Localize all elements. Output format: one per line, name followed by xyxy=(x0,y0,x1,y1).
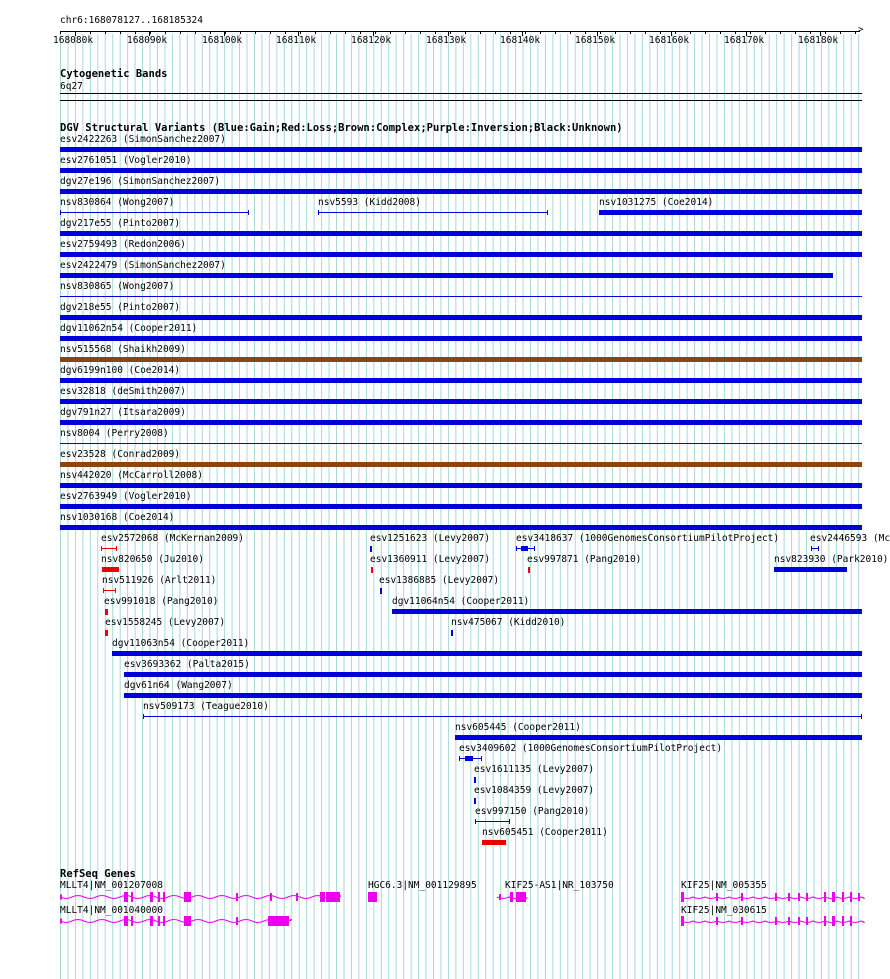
variant-end-tick[interactable] xyxy=(101,546,102,551)
gene-label[interactable]: KIF25-AS1|NR_103750 xyxy=(505,880,614,891)
ruler-minor-tick xyxy=(525,31,526,34)
gene-kif25-1[interactable] xyxy=(0,889,890,905)
variant-end-tick[interactable] xyxy=(818,546,819,551)
variant-bar[interactable] xyxy=(318,212,548,213)
variant-label[interactable]: esv1386885 (Levy2007) xyxy=(379,575,500,586)
ruler-minor-tick xyxy=(765,31,766,34)
variant-bar[interactable] xyxy=(60,483,862,488)
ruler-minor-tick xyxy=(375,31,376,34)
gene-exon xyxy=(850,892,852,902)
variant-label[interactable]: nsv605451 (Cooper2011) xyxy=(482,827,608,838)
variant-bar[interactable] xyxy=(370,546,372,552)
variant-label[interactable]: nsv830864 (Wong2007) xyxy=(60,197,175,208)
variant-bar[interactable] xyxy=(60,504,862,509)
gene-exon xyxy=(798,893,800,901)
gene-exon xyxy=(741,893,743,901)
gene-exon xyxy=(775,917,777,925)
variant-end-tick[interactable] xyxy=(143,714,144,719)
variant-label[interactable]: nsv1030168 (Coe2014) xyxy=(60,512,175,523)
variant-bar[interactable] xyxy=(101,548,117,549)
variant-bar[interactable] xyxy=(60,168,862,173)
ruler-minor-tick xyxy=(735,31,736,34)
ruler-tick-label: 168130k xyxy=(426,35,467,46)
variant-label[interactable]: nsv823930 (Park2010) xyxy=(774,554,889,565)
ruler-minor-tick xyxy=(360,31,361,34)
gene-exon xyxy=(858,893,860,901)
gene-exon xyxy=(832,892,835,902)
variant-bar[interactable] xyxy=(60,252,862,257)
variant-bar[interactable] xyxy=(482,840,506,845)
ruler-tick-label: 168160k xyxy=(649,35,690,46)
cytoband-top-line xyxy=(60,93,862,94)
variant-bar[interactable] xyxy=(60,462,862,467)
ruler-minor-tick xyxy=(135,31,136,34)
gene-label[interactable]: HGC6.3|NM_001129895 xyxy=(368,880,477,891)
variant-end-tick[interactable] xyxy=(60,210,61,215)
ruler-minor-tick xyxy=(60,31,61,34)
ruler-minor-tick xyxy=(105,31,106,34)
variant-bar[interactable] xyxy=(124,672,862,677)
cytoband-label[interactable]: 6q27 xyxy=(60,81,83,92)
gene-exon xyxy=(806,893,808,901)
variant-label[interactable]: esv997871 (Pang2010) xyxy=(527,554,642,565)
variant-label[interactable]: esv2763949 (Vogler2010) xyxy=(60,491,192,502)
variant-bar[interactable] xyxy=(60,231,862,236)
variant-label[interactable]: esv1251623 (Levy2007) xyxy=(370,533,491,544)
variant-label[interactable]: esv3418637 (1000GenomesConsortiumPilotProject) xyxy=(516,533,780,544)
ruler-minor-tick xyxy=(795,31,796,34)
variant-label[interactable]: esv1360911 (Levy2007) xyxy=(370,554,491,565)
ruler-minor-tick xyxy=(225,31,226,34)
ruler-minor-tick xyxy=(840,31,841,34)
variant-bar[interactable] xyxy=(475,821,510,822)
gene-exon xyxy=(798,917,800,925)
gene-exon xyxy=(850,916,852,926)
ruler-minor-tick xyxy=(330,31,331,34)
gene-exon xyxy=(741,917,743,925)
ruler-tick-label: 168110k xyxy=(276,35,317,46)
variant-label[interactable]: nsv509173 (Teague2010) xyxy=(143,701,269,712)
ruler-minor-tick xyxy=(855,31,856,34)
variant-bar[interactable] xyxy=(124,693,862,698)
variant-bar[interactable] xyxy=(102,567,119,572)
variant-label[interactable]: nsv475067 (Kidd2010) xyxy=(451,617,566,628)
variant-label[interactable]: nsv605445 (Cooper2011) xyxy=(455,722,581,733)
variant-bar[interactable] xyxy=(60,147,862,152)
ruler-minor-tick xyxy=(600,31,601,34)
ruler-minor-tick xyxy=(720,31,721,34)
variant-end-tick[interactable] xyxy=(475,819,476,824)
ruler-minor-tick xyxy=(180,31,181,34)
gene-exon xyxy=(681,916,684,926)
gene-exon xyxy=(681,892,684,902)
ruler-minor-tick xyxy=(345,31,346,34)
ruler-minor-tick xyxy=(300,31,301,34)
gene-exon xyxy=(842,916,844,926)
ruler-minor-tick xyxy=(810,31,811,34)
variant-bar[interactable] xyxy=(474,798,476,804)
variant-label[interactable]: dgv11063n54 (Cooper2011) xyxy=(112,638,250,649)
variant-bar-block[interactable] xyxy=(465,756,473,761)
ruler-minor-tick xyxy=(510,31,511,34)
variant-label[interactable]: dgv791n27 (Itsara2009) xyxy=(60,407,186,418)
variant-end-tick[interactable] xyxy=(103,588,104,593)
ruler-tick-label: 168120k xyxy=(351,35,392,46)
variant-bar[interactable] xyxy=(599,210,862,215)
variant-label[interactable]: esv1558245 (Levy2007) xyxy=(105,617,226,628)
refseq-track-title: RefSeq Genes xyxy=(60,868,136,880)
variant-end-tick[interactable] xyxy=(547,210,548,215)
ruler-minor-tick xyxy=(150,31,151,34)
gene-label[interactable]: MLLT4|NM_001207008 xyxy=(60,880,163,891)
ruler-minor-tick xyxy=(165,31,166,34)
ruler-tick-label: 168140k xyxy=(500,35,541,46)
variant-bar-block[interactable] xyxy=(521,546,528,551)
variant-label[interactable]: esv2422263 (SimonSanchez2007) xyxy=(60,134,226,145)
variant-end-tick[interactable] xyxy=(459,756,460,761)
locus-label: chr6:168078127..168185324 xyxy=(60,15,203,26)
gene-intron xyxy=(681,921,864,923)
ruler-minor-tick xyxy=(90,31,91,34)
ruler-minor-tick xyxy=(615,31,616,34)
variant-label[interactable]: esv2759493 (Redon2006) xyxy=(60,239,186,250)
variant-label[interactable]: nsv511926 (Arlt2011) xyxy=(102,575,217,586)
ruler-minor-tick xyxy=(540,31,541,34)
variant-bar[interactable] xyxy=(60,399,862,404)
variant-label[interactable]: esv32818 (deSmith2007) xyxy=(60,386,186,397)
variant-end-tick[interactable] xyxy=(534,546,535,551)
variant-label[interactable]: nsv820650 (Ju2010) xyxy=(101,554,204,565)
gene-exon xyxy=(832,916,835,926)
variant-end-tick[interactable] xyxy=(861,714,862,719)
variant-bar[interactable] xyxy=(112,651,862,656)
gene-label[interactable]: KIF25|NM_005355 xyxy=(681,880,767,891)
variant-end-tick[interactable] xyxy=(509,819,510,824)
variant-bar[interactable] xyxy=(60,525,862,530)
variant-bar[interactable] xyxy=(60,212,249,213)
ruler-minor-tick xyxy=(465,31,466,34)
ruler-minor-tick xyxy=(450,31,451,34)
gene-exon xyxy=(716,893,718,901)
ruler-tick-label: 168100k xyxy=(202,35,243,46)
ruler-minor-tick xyxy=(555,31,556,34)
ruler-minor-tick xyxy=(705,31,706,34)
variant-label[interactable]: dgv11064n54 (Cooper2011) xyxy=(392,596,530,607)
ruler-minor-tick xyxy=(210,31,211,34)
ruler-minor-tick xyxy=(480,31,481,34)
gene-exon xyxy=(716,917,718,925)
gene-intron xyxy=(681,897,864,899)
ruler-minor-tick xyxy=(570,31,571,34)
variant-label[interactable]: nsv8004 (Perry2008) xyxy=(60,428,169,439)
gene-exon xyxy=(824,916,826,926)
variant-bar[interactable] xyxy=(60,315,862,320)
variant-bar[interactable] xyxy=(371,567,373,573)
variant-bar[interactable] xyxy=(60,296,862,297)
variant-bar[interactable] xyxy=(380,588,382,594)
variant-end-tick[interactable] xyxy=(318,210,319,215)
variant-bar[interactable] xyxy=(474,777,476,783)
ruler-minor-tick xyxy=(645,31,646,34)
gene-exon xyxy=(806,917,808,925)
ruler-arrow-icon: > xyxy=(858,25,864,35)
variant-bar[interactable] xyxy=(60,420,862,425)
ruler-minor-tick xyxy=(270,31,271,34)
ruler-tick-label: 168150k xyxy=(575,35,616,46)
gene-exon xyxy=(788,917,790,925)
variant-label[interactable]: esv2572068 (McKernan2009) xyxy=(101,533,244,544)
gene-exon xyxy=(788,893,790,901)
variant-label[interactable]: nsv1031275 (Coe2014) xyxy=(599,197,714,208)
ruler-minor-tick xyxy=(285,31,286,34)
variant-label[interactable]: nsv830865 (Wong2007) xyxy=(60,281,175,292)
variant-label[interactable]: dgv61n64 (Wang2007) xyxy=(124,680,233,691)
ruler-minor-tick xyxy=(675,31,676,34)
variant-end-tick[interactable] xyxy=(811,546,812,551)
variant-bar[interactable] xyxy=(105,609,108,615)
variant-label[interactable]: dgv6199n100 (Coe2014) xyxy=(60,365,181,376)
variant-label[interactable]: esv1611135 (Levy2007) xyxy=(474,764,595,775)
variant-end-tick[interactable] xyxy=(115,588,116,593)
ruler-minor-tick xyxy=(390,31,391,34)
variant-label[interactable]: esv2422479 (SimonSanchez2007) xyxy=(60,260,226,271)
variant-label[interactable]: esv3693362 (Palta2015) xyxy=(124,659,250,670)
variant-label[interactable]: nsv515568 (Shaikh2009) xyxy=(60,344,186,355)
ruler-minor-tick xyxy=(420,31,421,34)
variant-label[interactable]: esv23528 (Conrad2009) xyxy=(60,449,181,460)
ruler-minor-tick xyxy=(585,31,586,34)
gene-label[interactable]: KIF25|NM_030615 xyxy=(681,905,767,916)
ruler-minor-tick xyxy=(780,31,781,34)
variant-label[interactable]: nsv442020 (McCarroll2008) xyxy=(60,470,203,481)
variant-label[interactable]: dgv217e55 (Pinto2007) xyxy=(60,218,181,229)
ruler-tick-label: 168080k xyxy=(53,35,94,46)
variant-bar[interactable] xyxy=(105,630,108,636)
variant-label[interactable]: dgv27e196 (SimonSanchez2007) xyxy=(60,176,221,187)
variant-end-tick[interactable] xyxy=(248,210,249,215)
variant-label[interactable]: nsv5593 (Kidd2008) xyxy=(318,197,421,208)
ruler-minor-tick xyxy=(630,31,631,34)
variant-bar[interactable] xyxy=(60,443,862,444)
variant-bar[interactable] xyxy=(60,189,862,194)
ruler-tick-label: 168090k xyxy=(127,35,168,46)
ruler-tick-label: 168180k xyxy=(798,35,839,46)
gene-label[interactable]: MLLT4|NM_001040000 xyxy=(60,905,163,916)
variant-bar[interactable] xyxy=(528,567,530,573)
variant-bar[interactable] xyxy=(451,630,453,636)
ruler-minor-tick xyxy=(120,31,121,34)
variant-label[interactable]: dgv218e55 (Pinto2007) xyxy=(60,302,181,313)
ruler-minor-tick xyxy=(660,31,661,34)
dgv-track-title: DGV Structural Variants (Blue:Gain;Red:Loss;Brown:Complex;Purple:Inversion;Black:Unknown) xyxy=(60,122,623,134)
variant-bar[interactable] xyxy=(455,735,862,740)
cytoband-track-title: Cytogenetic Bands xyxy=(60,68,168,80)
variant-label[interactable]: esv1084359 (Levy2007) xyxy=(474,785,595,796)
variant-end-tick[interactable] xyxy=(481,756,482,761)
variant-end-tick[interactable] xyxy=(516,546,517,551)
variant-label[interactable]: esv2761051 (Vogler2010) xyxy=(60,155,192,166)
variant-bar[interactable] xyxy=(60,378,862,383)
ruler-minor-tick xyxy=(405,31,406,34)
gene-kif25-2[interactable] xyxy=(0,913,890,929)
ruler-minor-tick xyxy=(690,31,691,34)
variant-bar[interactable] xyxy=(60,357,862,362)
variant-bar[interactable] xyxy=(143,716,862,717)
ruler-minor-tick xyxy=(315,31,316,34)
ruler-minor-tick xyxy=(240,31,241,34)
ruler-minor-tick xyxy=(825,31,826,34)
gene-exon xyxy=(842,892,844,902)
variant-label[interactable]: esv997150 (Pang2010) xyxy=(475,806,590,817)
ruler-tick-label: 168170k xyxy=(724,35,765,46)
ruler-minor-tick xyxy=(195,31,196,34)
ruler-minor-tick xyxy=(750,31,751,34)
variant-label[interactable]: esv991018 (Pang2010) xyxy=(104,596,219,607)
variant-end-tick[interactable] xyxy=(116,546,117,551)
variant-label[interactable]: esv3409602 (1000GenomesConsortiumPilotProject) xyxy=(459,743,723,754)
variant-bar[interactable] xyxy=(60,273,833,278)
ruler-minor-tick xyxy=(495,31,496,34)
variant-bar[interactable] xyxy=(774,567,847,572)
cytoband-bottom-line xyxy=(60,100,862,101)
variant-label[interactable]: esv2446593 (Mc xyxy=(810,533,890,544)
gene-exon xyxy=(824,892,826,902)
ruler-minor-tick xyxy=(75,31,76,34)
variant-label[interactable]: dgv11062n54 (Cooper2011) xyxy=(60,323,198,334)
variant-bar[interactable] xyxy=(60,336,862,341)
ruler-minor-tick xyxy=(435,31,436,34)
gene-exon xyxy=(775,893,777,901)
ruler-minor-tick xyxy=(255,31,256,34)
variant-bar[interactable] xyxy=(392,609,862,614)
